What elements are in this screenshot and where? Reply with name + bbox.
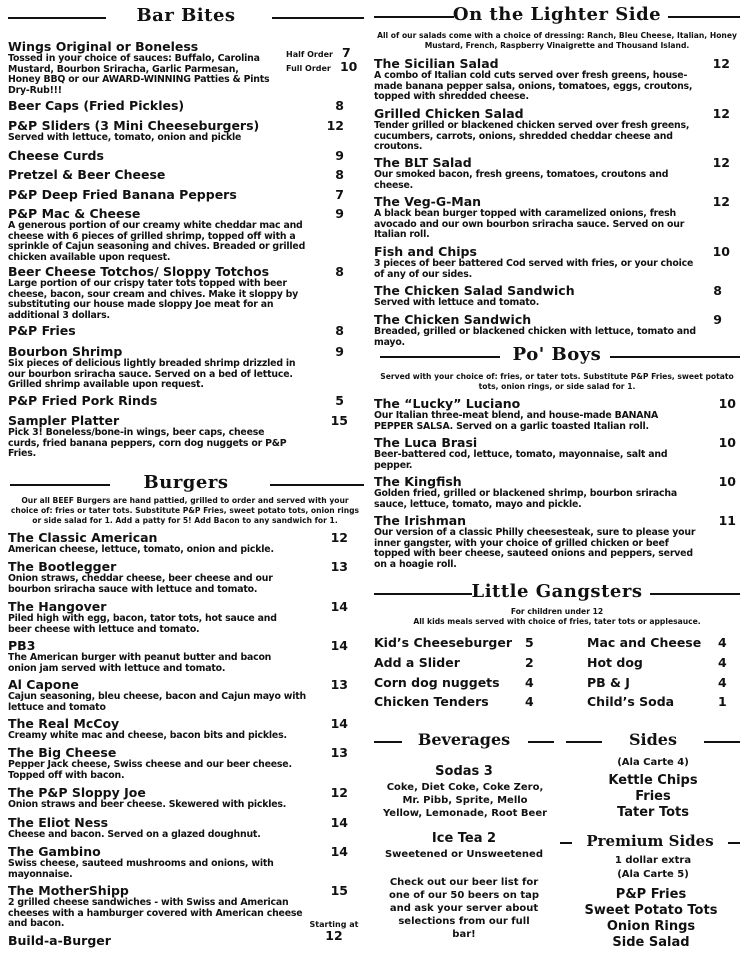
item-name: The Eliot Ness (8, 815, 109, 830)
sides-list (566, 773, 740, 821)
item-name: The Kingfish (374, 474, 462, 489)
kids-item: Kid’s Cheeseburger (374, 635, 513, 650)
premium-note: (Ala Carte 5) (617, 869, 689, 880)
menu-item (8, 265, 358, 321)
header-rule (272, 17, 364, 19)
item-name: The Bootlegger (8, 559, 117, 574)
menu-item (8, 149, 358, 163)
section-title: Premium Sides (586, 832, 714, 850)
item-name: The P&P Sloppy Joe (8, 785, 146, 800)
item-description: The American burger with peanut butter and bacon onion jam served with lettuce and tomato. (8, 652, 272, 674)
item-name: Fish and Chips (374, 244, 477, 259)
menu-item (8, 746, 358, 781)
item-description: Piled high with egg, bacon, tator tots, hot sauce and beer cheese with lettuce and tomato. (8, 613, 277, 635)
kids-item: Add a Slider (374, 655, 460, 670)
item-price: 15 (330, 413, 348, 428)
menu-item (374, 397, 740, 432)
item-price: 9 (335, 148, 344, 163)
header-rule (728, 842, 740, 844)
item-description: Tossed in your choice of sauces: Buffalo, Carolina Mustard, Bourbon Sriracha, Garlic Parmesan, Honey BBQ or our AWARD-WINNING Patties & Pints Dry-Rub!!! (8, 53, 270, 96)
item-description: Six pieces of delicious lightly breaded shrimp drizzled in our bourbon sriracha sauce. Served on a bed of lettuce. Grilled shrimp available upon request. (8, 358, 296, 391)
menu-item (374, 57, 740, 103)
item-description: Beer-battered cod, lettuce, tomato, mayonnaise, salt and pepper. (374, 449, 668, 471)
item-description: 2 grilled cheese sandwiches - with Swiss and American cheeses with a hamburger covered with American cheese and bacon. (8, 897, 303, 930)
menu-item (374, 107, 740, 153)
item-description: Pick 3! Boneless/bone-in wings, beer caps, cheese curds, fried banana peppers, corn dog nuggets or P&P Fries. (8, 427, 287, 460)
item-price: 8 (713, 283, 722, 298)
section-title: Bar Bites (136, 5, 236, 26)
burgers-note: Our all BEEF Burgers are hand pattied, grilled to order and served with your choice of: fries or tater tots. Substitute P&P Fries, sweet potato tots, onion rings or side salad for 1. Add a patty for 5! Add Bacon to any sandwich for 1. (10, 496, 360, 525)
kids-price: 5 (525, 635, 534, 650)
premium-list (562, 887, 740, 951)
section-title: Po' Boys (512, 344, 602, 365)
price-label: Half Order (286, 50, 333, 59)
item-description: A black bean burger topped with caramelized onions, fresh avocado and our own bourbon sriracha sauce. Served on our Italian roll. (374, 208, 685, 241)
section-title: Burgers (143, 472, 229, 493)
item-name: The Chicken Salad Sandwich (374, 283, 575, 298)
kids-price: 4 (525, 694, 534, 709)
menu-item (374, 436, 740, 471)
section-title: Little Gangsters (471, 581, 643, 602)
item-description: Cheese and bacon. Served on a glazed doughnut. (8, 829, 261, 840)
item-name: The Chicken Sandwich (374, 312, 532, 327)
item-price: 15 (330, 883, 348, 898)
item-description: Large portion of our crispy tater tots topped with beer cheese, bacon, sour cream and chives. Make it sloppy by substituting our house made sloppy Joe meat for an additional 3 dollars. (8, 278, 299, 321)
sides-header (566, 726, 740, 756)
item-description: Onion straws and beer cheese. Skewered with pickles. (8, 799, 287, 810)
item-name: Sampler Platter (8, 413, 120, 428)
item-price: 9 (335, 206, 344, 221)
price-label: Full Order (286, 64, 331, 73)
item-name: The Irishman (374, 513, 467, 528)
price: 7 (342, 45, 351, 60)
item-price: 7 (335, 187, 344, 202)
item-description: Swiss cheese, sauteed mushrooms and onions, with mayonnaise. (8, 858, 274, 880)
item-description: A generous portion of our creamy white cheddar mac and cheese with 6 pieces of grilled shrimp, topped off with a sprinkle of Cajun seasoning and chives. Breaded or grilled chicken available upon request. (8, 220, 306, 263)
item-price: 14 (330, 599, 348, 614)
little-gangsters-header (374, 578, 740, 608)
kids-item: Corn dog nuggets (374, 675, 500, 690)
premium-side-item: Sweet Potato Tots (584, 903, 718, 918)
item-price: 8 (335, 323, 344, 338)
premium-side-item: Side Salad (612, 935, 690, 950)
po-boys-header (374, 341, 740, 371)
header-rule (650, 593, 740, 595)
kids-item: PB & J (587, 675, 630, 690)
beer-note: Check out our beer list for one of our 50 beers on tap and ask your server about selections from our full bar! (389, 877, 539, 940)
menu-item (8, 678, 358, 713)
item-price: 10 (718, 396, 736, 411)
item-price: 10 (718, 435, 736, 450)
header-rule (528, 741, 554, 743)
menu-item (8, 345, 358, 391)
menu-item (8, 717, 358, 742)
kids-note: For children under 12 (510, 607, 604, 616)
kids-note: All kids meals served with choice of fries, tater tots or applesauce. (413, 617, 701, 626)
menu-item (8, 168, 358, 182)
item-name: Grilled Chicken Salad (374, 106, 524, 121)
item-description: Our smoked bacon, fresh greens, tomatoes, croutons and cheese. (374, 169, 669, 191)
menu-item (8, 188, 358, 202)
menu-item (8, 786, 358, 811)
header-rule (668, 16, 740, 18)
item-name: The Big Cheese (8, 745, 117, 760)
item-price: 14 (330, 638, 348, 653)
price: 10 (339, 59, 358, 74)
item-description: Breaded, grilled or blackened chicken with lettuce, tomato and mayo. (374, 326, 696, 348)
section-title: Beverages (417, 730, 511, 749)
item-price: 9 (335, 344, 344, 359)
item-description: Creamy white mac and cheese, bacon bits and pickles. (8, 730, 287, 741)
menu-item (8, 119, 358, 144)
header-rule (610, 356, 740, 358)
item-description: Served with lettuce and tomato. (374, 297, 540, 308)
item-name: The “Lucky” Luciano (374, 396, 521, 411)
item-description: American cheese, lettuce, tomato, onion and pickle. (8, 544, 274, 555)
item-price: 5 (335, 393, 344, 408)
menu-item (8, 560, 358, 595)
item-name: P&P Deep Fried Banana Peppers (8, 187, 237, 202)
item-price: 13 (330, 559, 348, 574)
item-name: The Gambino (8, 844, 101, 859)
item-description: Tender grilled or blackened chicken served over fresh greens, cucumbers, carrots, onions, shredded cheddar cheese and croutons. (374, 120, 690, 153)
menu-item (8, 600, 358, 635)
menu-item-wings (8, 40, 358, 96)
premium-sides-header (560, 827, 740, 857)
premium-side-item: P&P Fries (615, 887, 687, 902)
item-price: 12 (712, 56, 730, 71)
full-order-price (286, 56, 357, 75)
soda-list: Coke, Diet Coke, Coke Zero, Mr. Pibb, Sprite, Mello Yellow, Lemonade, Root Beer (382, 782, 548, 819)
item-name: P&P Sliders (3 Mini Cheeseburgers) (8, 118, 260, 133)
item-description: Our Italian three-meat blend, and house-made BANANA PEPPER SALSA. Served on a garlic toasted Italian roll. (374, 410, 659, 432)
item-price: 12 (712, 194, 730, 209)
tea-heading: Ice Tea 2 (431, 831, 497, 846)
item-price: 14 (330, 844, 348, 859)
tea-note: Sweetened or Unsweetened (384, 849, 543, 860)
kids-price: 4 (718, 635, 727, 650)
item-name: Bourbon Shrimp (8, 344, 123, 359)
item-name: The Hangover (8, 599, 107, 614)
item-description: Our version of a classic Philly cheesesteak, sure to please your inner gangster, with your choice of grilled chicken or beef topped with beer cheese, sauteed onions and peppers, served on a hoagie roll. (374, 527, 696, 570)
item-price: 14 (330, 815, 348, 830)
kids-price: 1 (718, 694, 727, 709)
item-name: The Sicilian Salad (374, 56, 499, 71)
item-description: Onion straws, cheddar cheese, beer cheese and our bourbon sriracha sauce with lettuce and tomato. (8, 573, 273, 595)
item-description: Cajun seasoning, bleu cheese, bacon and Cajun mayo with lettuce and tomato (8, 691, 306, 713)
menu-item (374, 284, 740, 309)
item-name: Build-a-Burger (8, 933, 111, 948)
menu-item (8, 639, 358, 674)
kids-price: 4 (718, 655, 727, 670)
lighter-side-header (374, 1, 740, 31)
header-rule (270, 484, 364, 486)
section-title: On the Lighter Side (452, 4, 662, 25)
item-description: Pepper Jack cheese, Swiss cheese and our beer cheese. Topped off with bacon. (8, 759, 292, 781)
item-price: 12 (330, 785, 348, 800)
kids-price: 4 (718, 675, 727, 690)
item-name: The Classic American (8, 530, 158, 545)
sodas-heading: Sodas 3 (435, 764, 493, 779)
price-label: Starting at (309, 920, 359, 929)
menu-item (374, 195, 740, 241)
item-name: The MotherShipp (8, 883, 129, 898)
item-price: 12 (712, 106, 730, 121)
menu-item (8, 414, 358, 460)
item-price: 13 (330, 745, 348, 760)
item-price: 14 (330, 716, 348, 731)
side-item: Tater Tots (617, 805, 689, 820)
item-description: Golden fried, grilled or blackened shrimp, bourbon sriracha sauce, lettuce, tomato, mayo and pickle. (374, 488, 678, 510)
side-item: Kettle Chips (608, 773, 698, 788)
sides-note: (Ala Carte 4) (617, 757, 689, 768)
beverages-header (374, 726, 554, 756)
item-name: The BLT Salad (374, 155, 472, 170)
item-name: The Luca Brasi (374, 435, 478, 450)
kids-item: Chicken Tenders (374, 694, 489, 709)
item-name: P&P Mac & Cheese (8, 206, 141, 221)
item-description: Served with lettuce, tomato, onion and pickle (8, 132, 242, 143)
menu-item (374, 475, 740, 510)
item-description: A combo of Italian cold cuts served over fresh greens, house-made banana pepper salsa, onions, tomatoes, eggs, croutons, topped with shredded cheese. (374, 70, 693, 103)
item-price: 8 (335, 264, 344, 279)
menu-item (374, 245, 740, 280)
side-item: Fries (635, 789, 671, 804)
burgers-header (8, 469, 364, 499)
menu-item (374, 156, 740, 191)
menu-item (8, 207, 358, 263)
item-name: Wings Original or Boneless (8, 39, 199, 54)
item-name: Pretzel & Beer Cheese (8, 167, 166, 182)
kids-item: Child’s Soda (587, 694, 675, 709)
item-name: Al Capone (8, 677, 79, 692)
lighter-note: All of our salads come with a choice of dressing: Ranch, Bleu Cheese, Italian, Honey Mustard, French, Raspberry Vinaigrette and Thousand Island. (377, 31, 737, 50)
menu-item (8, 531, 358, 556)
item-price: 12 (330, 530, 348, 545)
starting-price (304, 920, 364, 943)
item-price: 12 (712, 155, 730, 170)
item-price: 10 (718, 474, 736, 489)
item-name: Beer Caps (Fried Pickles) (8, 98, 185, 113)
menu-item (8, 99, 358, 113)
item-name: The Real McCoy (8, 716, 120, 731)
kids-item: Hot dog (587, 655, 643, 670)
section-title: Sides (628, 730, 677, 749)
premium-note: 1 dollar extra (614, 855, 692, 866)
item-price: 13 (330, 677, 348, 692)
item-name: The Veg-G-Man (374, 194, 482, 209)
bar-bites-header (8, 2, 364, 32)
kids-price: 2 (525, 655, 534, 670)
item-description: 3 pieces of beer battered Cod served with fries, or your choice of any of our sides. (374, 258, 694, 280)
kids-item: Mac and Cheese (587, 635, 702, 650)
item-price: 9 (713, 312, 722, 327)
item-price: 12 (325, 928, 343, 943)
menu-item (374, 514, 740, 570)
item-name: Beer Cheese Totchos/ Sloppy Totchos (8, 264, 270, 279)
po-boys-note: Served with your choice of: fries, or tater tots. Substitute P&P Fries, sweet potato tots, onion rings, or side salad for 1. (380, 372, 734, 391)
kids-price: 4 (525, 675, 534, 690)
item-price: 10 (712, 244, 730, 259)
item-price: 8 (335, 167, 344, 182)
item-name: Cheese Curds (8, 148, 104, 163)
header-rule (704, 741, 740, 743)
item-name: PB3 (8, 638, 36, 653)
premium-side-item: Onion Rings (606, 919, 696, 934)
item-price: 11 (718, 513, 736, 528)
menu-item (8, 394, 358, 408)
item-name: P&P Fries (8, 323, 76, 338)
item-price: 8 (335, 98, 344, 113)
menu-item (8, 324, 358, 338)
item-price: 12 (326, 118, 344, 133)
menu-item (8, 845, 358, 880)
menu-item (8, 816, 358, 841)
menu-item (8, 920, 364, 948)
item-name: P&P Fried Pork Rinds (8, 393, 158, 408)
